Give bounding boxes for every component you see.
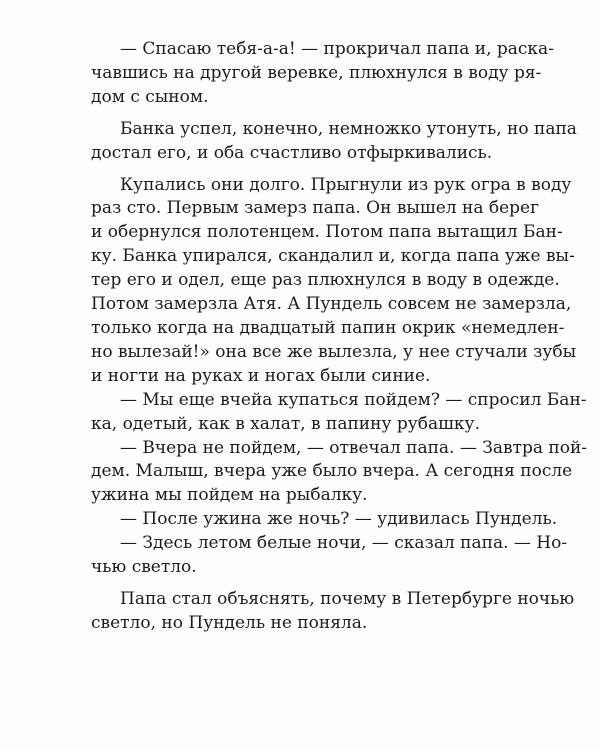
- text-line: Купались они долго. Прыгнули из рук огра в воду: [120, 174, 572, 195]
- text-line: дом с сыном.: [91, 86, 209, 107]
- text-line: Папа стал объяснять, почему в Петербурге ночью: [120, 588, 575, 609]
- text-line: раз сто. Первым замерз папа. Он вышел на берег: [91, 198, 540, 219]
- text-line: ку. Банка упирался, скандалил и, когда папа уже вы-: [91, 246, 575, 267]
- text-line: и ногти на руках и ногах были синие.: [91, 365, 431, 386]
- paragraph: [91, 389, 587, 437]
- paragraph: [91, 118, 577, 166]
- paragraph: [91, 532, 568, 580]
- text-line: но вылезай!» она все же вылезла, у нее стучали зубы: [91, 341, 577, 362]
- text-line: — Здесь летом белые ночи, — сказал папа. — Но-: [120, 533, 568, 554]
- text-line: Банка успел, конечно, немножко утонуть, но папа: [120, 118, 577, 139]
- body-text: [91, 38, 588, 636]
- text-line: — Вчера не пойдем, — отвечал папа. — Завтра пой-: [120, 437, 588, 458]
- text-line: дем. Малыш, вчера уже было вчера. А сегодня после: [91, 461, 573, 482]
- text-line: — Мы еще вчейа купаться пойдем? — спросил Бан-: [120, 389, 587, 410]
- paragraph: [91, 38, 554, 110]
- text-line: светло, но Пундель не поняла.: [91, 612, 368, 633]
- text-line: только когда на двадцатый папин окрик «немедлен-: [91, 317, 565, 338]
- text-line: ка, одетый, как в халат, в папину рубашку.: [91, 413, 480, 434]
- text-line: чью светло.: [91, 557, 197, 578]
- paragraph-spacing: [91, 166, 509, 174]
- paragraph: [91, 174, 577, 389]
- paragraph: [91, 588, 575, 636]
- paragraph-spacing: [91, 110, 509, 118]
- text-line: и обернулся полотенцем. Потом папа вытащил Бан-: [91, 222, 563, 243]
- text-line: ужина мы пойдем на рыбалку.: [91, 485, 368, 506]
- paragraph-spacing: [91, 580, 509, 588]
- text-line: — После ужина же ночь? — удивилась Пундель.: [120, 509, 558, 530]
- paragraph: [91, 437, 588, 509]
- text-line: Потом замерзла Атя. А Пундель совсем не замерзла,: [91, 294, 572, 315]
- text-line: чавшись на другой веревке, плюхнулся в воду ря-: [91, 62, 542, 83]
- paragraph: [91, 508, 558, 532]
- text-line: — Спасаю тебя-а-а! — прокричал папа и, раска-: [120, 39, 554, 59]
- text-line: достал его, и оба счастливо отфыркивались.: [91, 142, 493, 163]
- text-line: тер его и одел, еще раз плюхнулся в воду в одежде.: [91, 270, 560, 291]
